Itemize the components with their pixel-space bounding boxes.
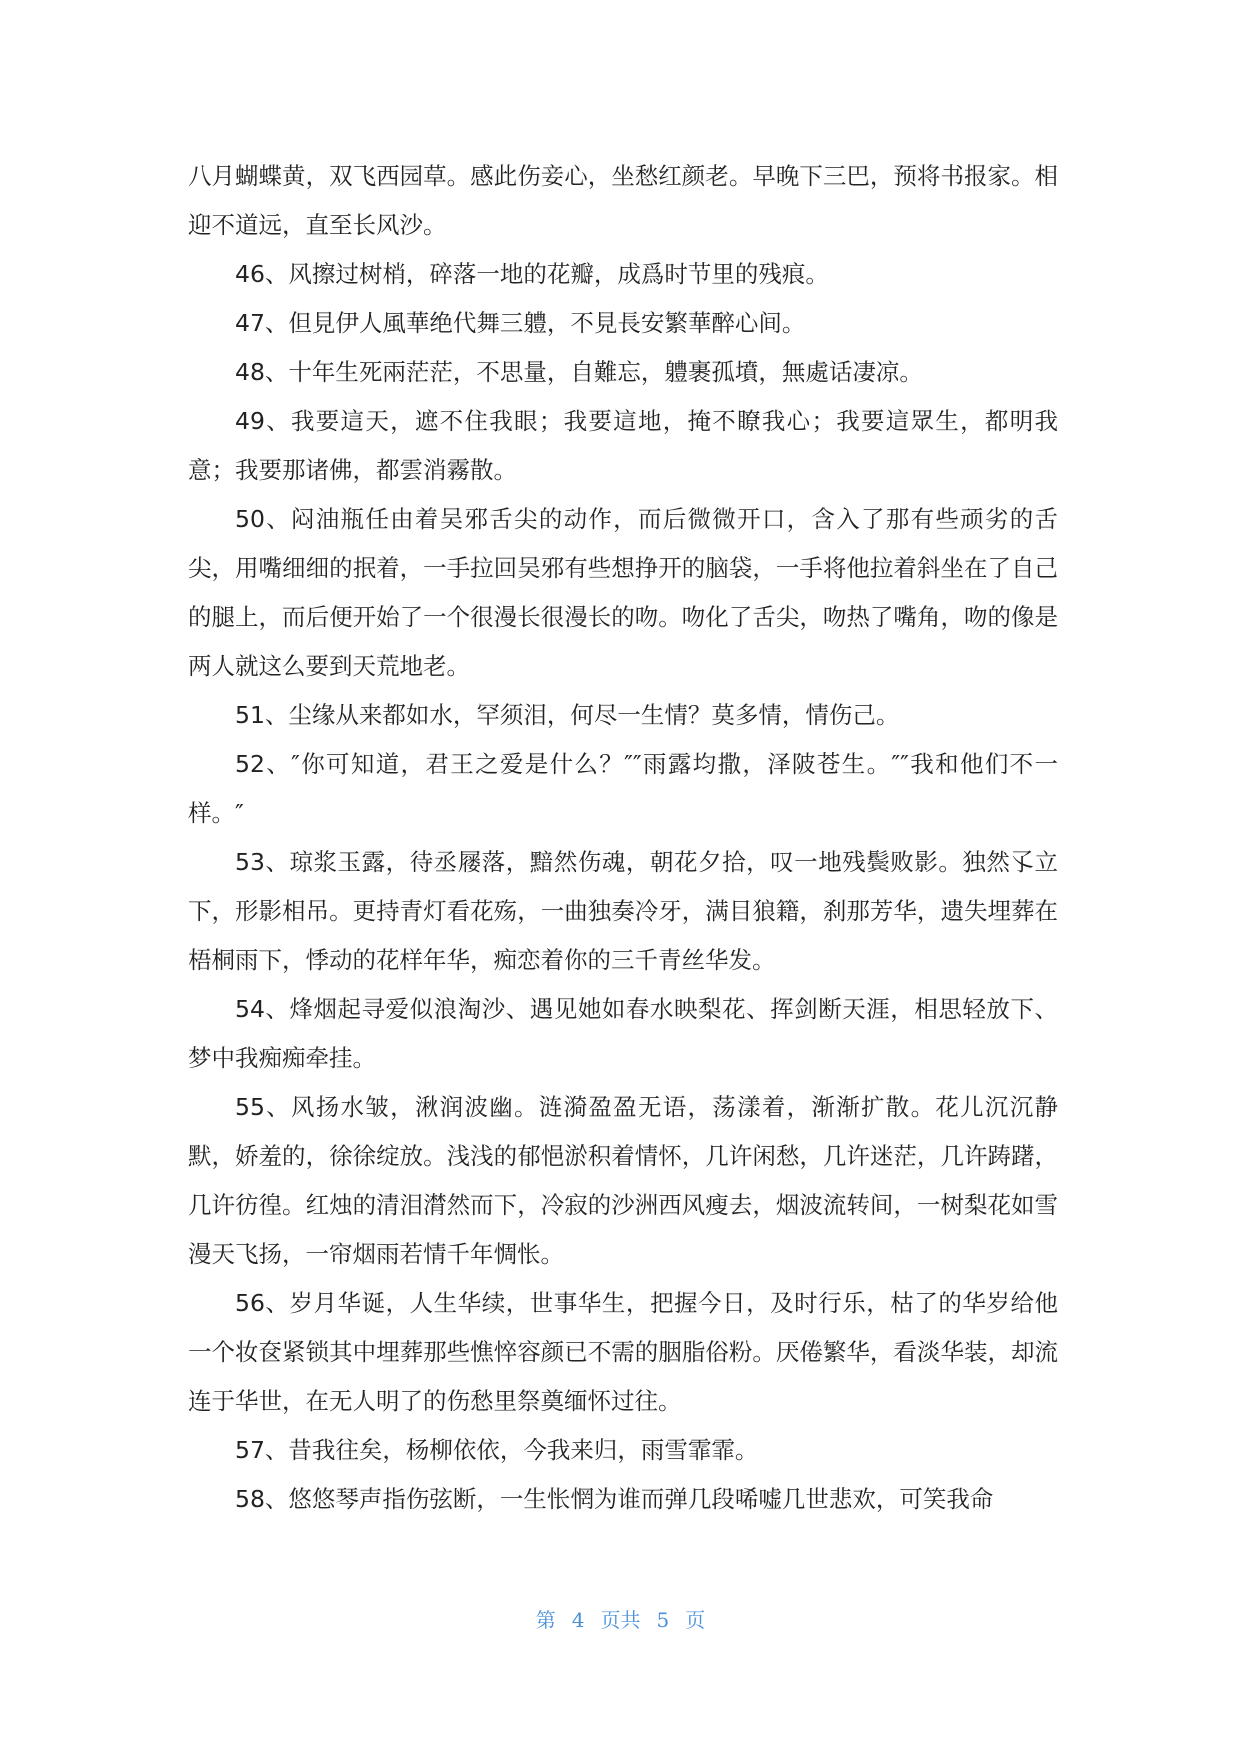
paragraph-49: 49、我要這天，遮不住我眼；我要這地，掩不瞭我心；我要這眾生，都明我意；我要那诸佛，都雲消霧散。 (188, 407, 1058, 484)
footer-current-page: 4 (571, 1608, 585, 1632)
paragraph-0: 八月蝴蝶黄，双飞西园草。感此伤妾心，坐愁红颜老。早晚下三巴，预将书报家。相迎不道远，直至长风沙。 (188, 162, 1058, 239)
paragraph-53: 53、琼浆玉露，待丞屦落，黯然伤魂，朝花夕拾，叹一地残鬓败影。独然孓立下，形影相吊。更持青灯看花殇，一曲独奏冷牙，满目狼籍，刹那芳华，遗失埋葬在梧桐雨下，悸动的花样年华，痴恋着你的三千青丝华发。 (188, 848, 1058, 974)
paragraph-51: 51、尘缘从来都如水，罕须泪，何尽一生情？莫多情，情伤己。 (235, 701, 900, 729)
paragraph-47: 47、但見伊人風華绝代舞三軆，不見長安繁華醉心间。 (235, 309, 806, 337)
footer-total-pages: 5 (656, 1608, 670, 1632)
paragraph-57: 57、昔我往矣，杨柳依依，今我来归，雨雪霏霏。 (235, 1436, 759, 1464)
paragraph-52: 52、″你可知道，君王之爱是什么？″″雨露均撒，泽陂苍生。″″我和他们不一样。″ (188, 750, 1058, 827)
paragraph-54: 54、烽烟起寻爱似浪淘沙、遇见她如春水映梨花、挥剑断天涯，相思轻放下、梦中我痴痴牵挂。 (188, 995, 1058, 1072)
page-footer (0, 1604, 1241, 1633)
paragraph-50: 50、闷油瓶任由着吴邪舌尖的动作，而后微微开口，含入了那有些顽劣的舌尖，用嘴细细的抿着，一手拉回吴邪有些想挣开的脑袋，一手将他拉着斜坐在了自己的腿上，而后便开始了一个很漫长很漫长的吻。吻化了舌尖，吻热了嘴角，吻的像是两人就这么要到天荒地老。 (188, 505, 1058, 680)
paragraph-55: 55、风扬水皱，湫润波幽。涟漪盈盈无语，荡漾着，渐渐扩散。花儿沉沉静默，娇羞的，徐徐绽放。浅浅的郁悒淤积着情怀，几许闲愁，几许迷茫，几许踌躇，几许彷徨。红烛的清泪潸然而下，冷寂的沙洲西风瘦去，烟波流转间，一树梨花如雪漫天飞扬，一帘烟雨若情千年惆怅。 (188, 1093, 1058, 1268)
paragraph-56: 56、岁月华诞，人生华续，世事华生，把握今日，及时行乐，枯了的华岁给他一个妆奁紧锁其中埋葬那些憔悴容颜已不需的胭脂俗粉。厌倦繁华，看淡华装，却流连于华世，在无人明了的伤愁里祭奠缅怀过往。 (188, 1289, 1058, 1415)
footer-middle: 页共 (600, 1608, 641, 1632)
paragraph-46: 46、风擦过树梢，碎落一地的花瓣，成爲时节里的残痕。 (235, 260, 829, 288)
footer-prefix: 第 (535, 1608, 556, 1632)
paragraph-48: 48、十年生死兩茫茫，不思量，自難忘，軆裹孤墳，無處话凄凉。 (235, 358, 923, 386)
footer-suffix: 页 (685, 1608, 706, 1632)
document-body (188, 152, 1058, 1524)
paragraph-58: 58、悠悠琴声指伤弦断，一生怅惘为谁而弹几段唏嘘几世悲欢，可笑我命 (235, 1485, 994, 1513)
